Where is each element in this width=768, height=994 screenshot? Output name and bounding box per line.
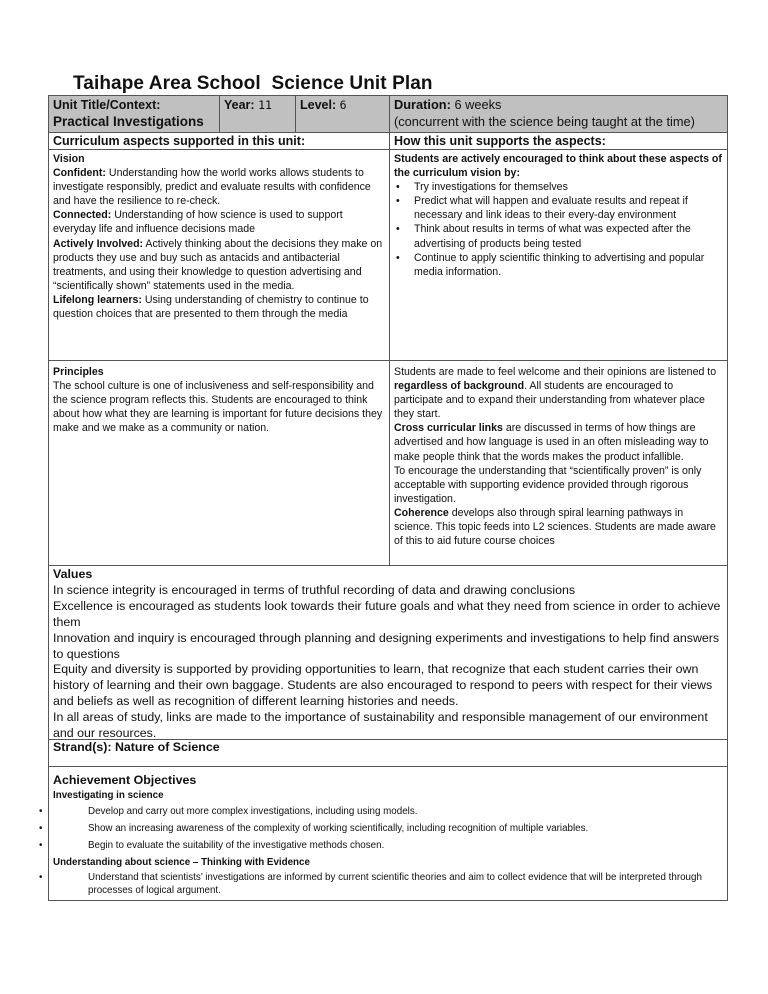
unit-title-label: Unit Title/Context: <box>53 98 161 112</box>
scientifically-proven-paragraph: To encourage the understanding that “scientifically proven” is only acceptable with supporting evidence provided through rigorous investigation. <box>394 464 702 505</box>
coherence-paragraph: Coherence develops also through spiral learning pathways in science. This topic feeds into L2 sciences. Students are made aware of this to aid future course choices <box>394 506 716 548</box>
vision-heading: Vision <box>53 153 85 165</box>
values-row <box>49 566 727 740</box>
principles-row <box>49 361 727 566</box>
list-item: • Begin to evaluate the suitability of the investigative methods chosen. <box>53 839 723 852</box>
vision-row <box>49 150 727 361</box>
curriculum-aspects-heading: Curriculum aspects supported in this unit: <box>53 134 306 148</box>
list-item: • Continue to apply scientific thinking to advertising and popular media information. <box>394 251 723 279</box>
understanding-list <box>53 871 723 897</box>
list-item: • Predict what will happen and evaluate results and repeat if necessary and link ideas to their every-day environment <box>394 194 723 222</box>
values-line: In science integrity is encouraged in terms of truthful recording of data and drawing conclusions <box>53 582 576 597</box>
achievement-heading: Achievement Objectives <box>53 773 197 787</box>
page-title: Taihape Area School Science Unit Plan <box>73 73 433 94</box>
duration-note: (concurrent with the science being taught at the time) <box>394 113 695 129</box>
level-value: 6 <box>339 98 347 112</box>
vision-support-cell <box>389 150 727 360</box>
vision-item-actively-involved: Actively Involved: Actively thinking about the decisions they make on products they use and buy such as antacids and antibacterial treatments, and using their knowledge to question advertising and “scientifically shown” statements used in the media. <box>53 237 383 292</box>
understanding-subheading: Understanding about science – Thinking with Evidence <box>53 857 310 868</box>
investigating-subheading: Investigating in science <box>53 790 164 801</box>
welcome-paragraph: Students are made to feel welcome and their opinions are listened to regardless of background. All students are encouraged to participate and to expand their understanding from whatever place they start. <box>394 366 717 421</box>
vision-cell <box>49 150 389 360</box>
level-cell <box>295 96 389 132</box>
vision-support-intro: Students are actively encouraged to think about these aspects of the curriculum vision by: <box>394 153 722 180</box>
list-item: • Try investigations for themselves <box>394 180 723 194</box>
values-line: In all areas of study, links are made to the importance of sustainability and responsible management of our environment and our resources. <box>53 710 708 741</box>
vision-item-confident: Confident: Understanding how the world works allows students to investigate responsibly, predict and evaluate results with confidence and have the resilience to re-check. <box>53 167 371 208</box>
vision-item-lifelong-learners: Lifelong learners: Using understanding of chemistry to continue to question choices that are presented to them through the media <box>53 293 369 321</box>
vision-item-connected: Connected: Understanding of how science is used to support everyday life and influence decisions made <box>53 209 343 236</box>
cross-curricular-paragraph: Cross curricular links are discussed in terms of how things are advertised and how language is used in an often misleading way to make people think that the words makes the product infallible. <box>394 422 709 463</box>
principles-text: The school culture is one of inclusiveness and self-responsibility and the science program reflects this. Students are encouraged to think about how what they are learning is important for future decisions they make and we make as a community or nation. <box>53 380 383 435</box>
year-cell <box>219 96 295 132</box>
unit-title-value: Practical Investigations <box>53 114 204 129</box>
strand-label: Strand(s): Nature of Science <box>53 740 220 754</box>
duration-label: Duration: <box>394 97 451 112</box>
vision-support-list <box>394 180 723 279</box>
list-item: • Show an increasing awareness of the complexity of working scientifically, including recognition of multiple variables. <box>53 822 723 835</box>
unit-plan-table <box>48 95 728 901</box>
strand-row <box>49 740 727 767</box>
investigating-list <box>53 805 723 852</box>
list-item: • Understand that scientists’ investigations are informed by current scientific theories and aim to collect evidence that will be interpreted through processes of logical argument. <box>53 871 723 897</box>
list-item: • Develop and carry out more complex investigations, including using models. <box>53 805 723 818</box>
principles-support-cell <box>389 361 727 565</box>
values-line: Innovation and inquiry is encouraged through planning and designing experiments and investigations to help find answers to questions <box>53 630 720 661</box>
achievement-cell <box>49 767 727 900</box>
values-cell <box>49 566 727 739</box>
values-heading: Values <box>53 567 93 581</box>
level-label: Level: <box>300 98 337 112</box>
list-item: • Think about results in terms of what was expected after the advertising of products being tested <box>394 222 723 250</box>
section-header-row <box>49 133 727 150</box>
duration-value: 6 weeks <box>454 97 502 112</box>
principles-heading: Principles <box>53 366 104 378</box>
values-line: Excellence is encouraged as students look towards their future goals and what they need from science in order to achieve them <box>53 598 721 629</box>
duration-cell <box>389 96 727 132</box>
unit-title-cell <box>49 96 219 132</box>
values-line: Equity and diversity is supported by providing opportunities to learn, that recognize that each student carries their own history of learning and their own baggage. Students are also encouraged to respond to peers with respect for their views and beliefs as well as recognition of different learning histories and needs. <box>53 662 713 709</box>
year-label: Year: <box>224 98 255 112</box>
unit-support-heading: How this unit supports the aspects: <box>389 133 727 149</box>
achievement-row <box>49 767 727 900</box>
principles-cell <box>49 361 389 565</box>
header-row <box>49 96 727 133</box>
year-value: 11 <box>258 98 272 112</box>
